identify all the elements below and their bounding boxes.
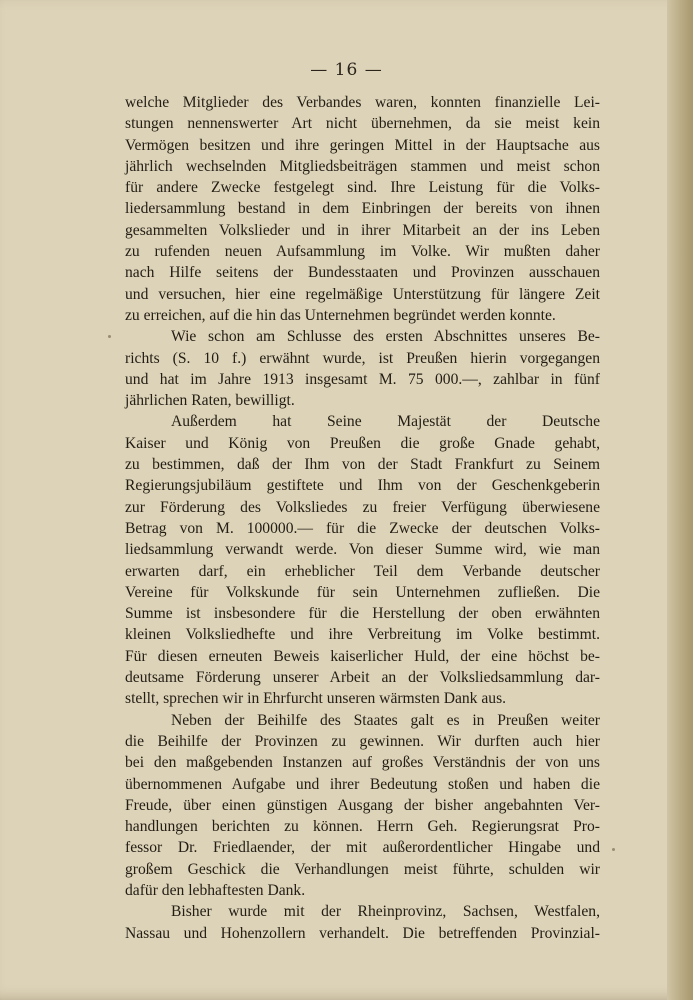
text-line: handlungen berichten zu können. Herrn Geh. Regierungsrat Pro-: [125, 818, 600, 836]
text-line: für andere Zwecke festgelegt sind. Ihre Leistung für die Volks-: [125, 179, 600, 197]
paragraph-start: Neben der Beihilfe des Staates galt es in Preußen weiter: [171, 711, 600, 729]
paragraph-start: Bisher wurde mit der Rheinprovinz, Sachsen, Westfalen,: [171, 903, 600, 921]
text-line: Kaiser und König von Preußen die große Gnade gehabt,: [125, 434, 600, 452]
text-line: jährlich wechselnden Mitgliedsbeiträgen stammen und meist schon: [125, 157, 600, 175]
text-line: fessor Dr. Friedlaender, der mit außerordentlicher Hingabe und: [125, 839, 600, 857]
text-line: die Beihilfe der Provinzen zu gewinnen. Wir durften auch hier: [125, 732, 600, 750]
text-line: Vermögen besitzen und ihre geringen Mittel in der Hauptsache aus: [125, 136, 600, 154]
text-line: Betrag von M. 100000.— für die Zwecke der deutschen Volks-: [125, 519, 600, 537]
text-line: stungen nennenswerter Art nicht übernehmen, da sie meist kein: [125, 115, 600, 133]
text-line: deutsame Förderung unserer Arbeit an der Volksliedsammlung dar-: [125, 669, 600, 687]
text-line: welche Mitglieder des Verbandes waren, konnten finanzielle Lei-: [125, 94, 600, 111]
text-line: übernommenen Aufgabe und ihrer Bedeutung stoßen und haben die: [125, 775, 600, 793]
text-line: zu erreichen, auf die hin das Unternehmen begründet werden konnte.: [125, 306, 556, 324]
text-line: jährlichen Raten, bewilligt.: [125, 392, 295, 410]
text-line: kleinen Volksliedhefte und ihre Verbreitung im Volke bestimmt.: [125, 626, 600, 644]
text-line: Nassau und Hohenzollern verhandelt. Die betreffenden Provinzial-: [125, 924, 600, 942]
text-line: richts (S. 10 f.) erwähnt wurde, ist Preußen hierin vorgegangen: [125, 349, 600, 367]
text-line: liedsammlung verwandt werde. Von dieser Summe wird, wie man: [125, 541, 600, 559]
paragraph-start: Außerdem hat Seine Majestät der Deutsche: [171, 413, 600, 431]
text-line: gesammelten Volkslieder und in ihrer Mitarbeit an der ins Leben: [125, 221, 600, 239]
text-line: Für diesen erneuten Beweis kaiserlicher Huld, der eine höchst be-: [125, 647, 600, 665]
text-line: und hat im Jahre 1913 insgesamt M. 75 000.—, zahlbar in fünf: [125, 370, 600, 388]
paragraph-start: Wie schon am Schlusse des ersten Abschnittes unseres Be-: [171, 328, 600, 346]
text-line: Vereine für Volkskunde für sein Unternehmen zufließen. Die: [125, 583, 600, 601]
text-line: zur Förderung des Volksliedes zu freier Verfügung überwiesene: [125, 498, 600, 516]
page-edge-shadow: [667, 0, 693, 1000]
text-line: zu bestimmen, daß der Ihm von der Stadt Frankfurt zu Seinem: [125, 456, 600, 474]
text-line: großem Geschick die Verhandlungen meist führte, schulden wir: [125, 860, 600, 878]
paper-speck: [108, 335, 111, 338]
text-line: bei den maßgebenden Instanzen auf großes Verständnis der von uns: [125, 754, 600, 772]
text-line: liedersammlung bestand in dem Einbringen der bereits von ihnen: [125, 200, 600, 218]
text-line: Freude, über einen günstigen Ausgang der bisher angebahnten Ver-: [125, 796, 600, 814]
text-line: und versuchen, hier eine regelmäßige Unterstützung für längere Zeit: [125, 285, 600, 303]
body-text: [125, 92, 600, 944]
page-number: — 16 —: [310, 60, 383, 80]
text-line: nach Hilfe seitens der Bundesstaaten und Provinzen ausschauen: [125, 264, 600, 282]
text-line: Regierungsjubiläum gestiftete und Ihm von der Geschenkgeberin: [125, 477, 600, 495]
text-line: erwarten darf, ein erheblicher Teil dem Verbande deutscher: [125, 562, 600, 580]
text-line: zu rufenden neuen Aufsammlung im Volke. Wir mußten daher: [125, 243, 600, 261]
text-line: Summe ist insbesondere für die Herstellung der oben erwähnten: [125, 605, 600, 623]
paper-speck: [612, 848, 615, 851]
text-line: stellt, sprechen wir in Ehrfurcht unseren wärmsten Dank aus.: [125, 690, 507, 708]
text-line: dafür den lebhaftesten Dank.: [125, 881, 306, 899]
